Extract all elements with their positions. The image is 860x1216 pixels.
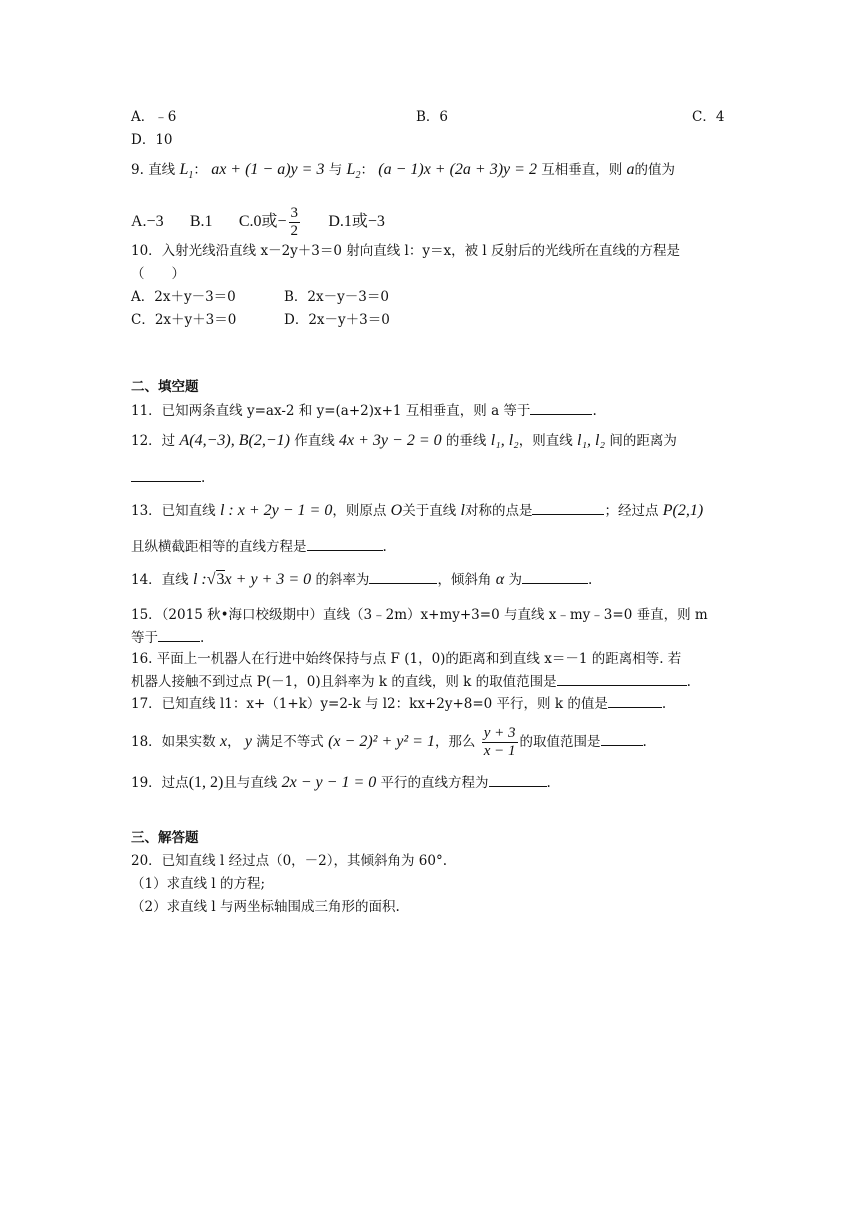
q8-option-c: C．4 [692, 109, 725, 125]
q12-answer: . [131, 468, 205, 487]
answer-blank [557, 672, 687, 686]
q18-fraction: $\frac{y + 3}{x - 1}$ [483, 725, 516, 759]
q8-option-a: A．﹣6 [131, 109, 177, 125]
question-11: 11．已知两条直线 y=ax-2 和 y=(a+2)x+1 互相垂直，则 a 等于 . [131, 403, 597, 419]
question-9: 9. 直线 $L_1$： ax + (1 − a)y = 3 与 $L_2$： (a − 1)x + (2a + 3)y = 2 互相垂直，则 a的值为 [131, 161, 676, 182]
q9-option-b: B.1 [189, 213, 213, 230]
q10-answer-parentheses: （ ） [131, 266, 185, 282]
answer-blank [158, 628, 200, 642]
q10-option-c: C．2x＋y＋3＝0 [131, 312, 237, 328]
question-18: 18．如果实数 x， y 满足不等式 (x − 2)² + y² = 1，那么 $\frac{y + 3}{x - 1}$ 的取值范围是 . [131, 725, 647, 759]
q20-part-1: （1）求直线 l 的方程; [131, 876, 266, 892]
answer-blank [601, 732, 643, 746]
question-10: 10．入射光线沿直线 x－2y＋3＝0 射向直线 l：y＝x，被 l 反射后的光线所在直线的方程是 [131, 243, 681, 259]
question-13: 13．已知直线 l : x + 2y − 1 = 0，则原点 O关于直线 l对称的点是 ；经过点 P(2,1) [131, 502, 704, 519]
q9-line-l2: L [346, 161, 356, 178]
q20-part-2: （2）求直线 l 与两坐标轴围成三角形的面积. [131, 899, 400, 915]
answer-blank [369, 570, 437, 584]
q9-line-l1: L [179, 161, 189, 178]
question-17: 17．已知直线 l1：x+（1+k）y=2-k 与 l2：kx+2y+8=0 平行，则 k 的值是 . [131, 696, 667, 712]
answer-blank [532, 501, 604, 515]
q8-option-d: D．10 [131, 132, 173, 148]
q16-line-2: 机器人接触不到过点 P(－1，0)且斜率为 k 的直线，则 k 的取值范围是 . [131, 674, 691, 690]
question-16: 16. 平面上一机器人在行进中始终保持与点 F (1，0)的距离和到直线 x＝－1 的距离相等. 若 [131, 651, 682, 667]
q13-line-2: 且纵横截距相等的直线方程是 . [131, 539, 387, 555]
q9-options [131, 205, 385, 240]
answer-blank [307, 537, 383, 551]
q9-option-c-fraction: $\frac{3}{2}$ [290, 205, 299, 239]
section-heading-fill-in: 二、填空题 [131, 379, 199, 395]
q9-option-a: A.−3 [131, 213, 164, 230]
q9-equation-2: (a − 1)x + (2a + 3)y = 2 [378, 161, 537, 178]
answer-blank [522, 570, 588, 584]
question-14: 14．直线 l :√3x + y + 3 = 0 的斜率为 ，倾斜角 α 为 . [131, 571, 593, 588]
sqrt-three: 3 [216, 571, 225, 588]
q8-option-b: B．6 [416, 109, 449, 125]
q10-option-b: B．2x－y－3＝0 [284, 289, 389, 305]
answer-blank [608, 694, 662, 708]
q9-option-d: D.1或−3 [328, 213, 385, 230]
answer-blank [131, 468, 201, 482]
q9-number: 9. [131, 162, 144, 178]
q10-option-a: A．2x＋y－3＝0 [131, 289, 236, 305]
answer-blank [489, 773, 547, 787]
answer-blank [530, 401, 592, 415]
q9-option-c: C.0或− $\frac{3}{2}$ [238, 205, 299, 239]
section-heading-answer: 三、解答题 [131, 830, 199, 846]
question-20: 20．已知直线 l 经过点（0，－2），其倾斜角为 60°. [131, 853, 448, 869]
q10-option-d: D．2x－y＋3＝0 [284, 312, 390, 328]
q9-equation-1: ax + (1 − a)y = 3 [211, 161, 325, 178]
question-12: 12．过 A(4,−3), B(2,−1) 作直线 4x + 3y − 2 = 0 的垂线 l₁, l₂，则直线 l₁, l₂ 间的距离为 [131, 432, 677, 449]
question-19: 19．过点(1, 2)且与直线 2x − y − 1 = 0 平行的直线方程为 . [131, 774, 551, 791]
question-15: 15．（2015 秋•海口校级期中）直线（3﹣2m）x+my+3=0 与直线 x﹣my﹣3=0 垂直，则 m [131, 607, 708, 623]
q15-line-2: 等于 . [131, 630, 205, 646]
